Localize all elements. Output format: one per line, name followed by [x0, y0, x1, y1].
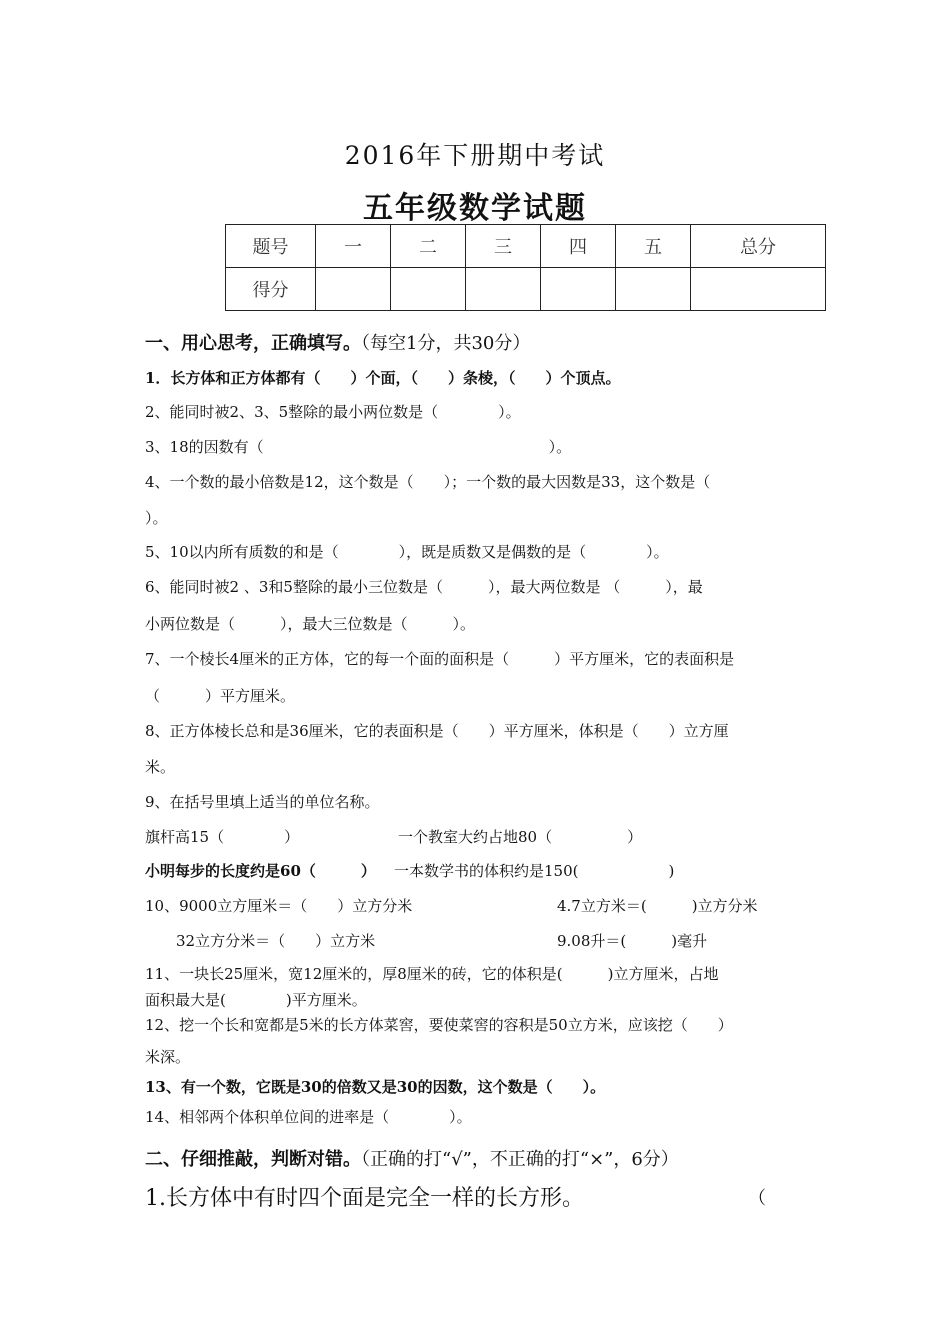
score-input-cell[interactable] — [541, 268, 616, 311]
score-input-cell[interactable] — [466, 268, 541, 311]
question-line: 旗杆高15（ ） — [145, 828, 300, 846]
exam-subtitle: 五年级数学试题 — [363, 191, 587, 226]
section1-note: （每空1分，共30分） — [361, 333, 531, 354]
question-line: 4、一个数的最小倍数是12，这个数是（ ）；一个数的最大因数是33，这个数是（ — [145, 473, 711, 491]
question-line: 米。 — [145, 758, 176, 776]
score-table — [225, 224, 826, 311]
section1-heading: 一、用心思考，正确填写。 — [145, 333, 361, 354]
table-cell: 题号 — [226, 225, 316, 268]
question-line: 1．长方体和正方体都有（ ）个面，（ ）条棱，（ ）个顶点。 — [145, 369, 621, 387]
question-line: 9.08升＝( )毫升 — [557, 932, 708, 950]
question-line: 小明每步的长度约是60（ ） — [145, 862, 376, 880]
question-line: 32立方分米＝（ ）立方米 — [176, 932, 376, 950]
section2-heading: 二、仔细推敲，判断对错。 — [145, 1149, 361, 1170]
judgement-question: 1.长方体中有时四个面是完全一样的长方形。 — [145, 1186, 584, 1211]
question-line: 9、在括号里填上适当的单位名称。 — [145, 793, 380, 811]
score-input-cell[interactable] — [616, 268, 691, 311]
table-cell: 得分 — [226, 268, 316, 311]
question-line: ）。 — [145, 509, 168, 527]
question-line: 4.7立方米＝( )立方分米 — [557, 897, 758, 915]
table-cell: 总分 — [691, 225, 826, 268]
question-line: 米深。 — [145, 1048, 191, 1066]
question-line: 10、9000立方厘米＝（ ）立方分米 — [145, 897, 413, 915]
table-cell: 一 — [316, 225, 391, 268]
question-line: 面积最大是( )平方厘米。 — [145, 991, 367, 1009]
score-table-header-row — [226, 225, 826, 268]
table-cell: 二 — [391, 225, 466, 268]
score-input-cell[interactable] — [691, 268, 826, 311]
question-line: 8、正方体棱长总和是36厘米，它的表面积是（ ）平方厘米，体积是（ ）立方厘 — [145, 722, 729, 740]
question-line: 13、有一个数，它既是30的倍数又是30的因数，这个数是（ ）。 — [145, 1078, 606, 1096]
table-cell: 四 — [541, 225, 616, 268]
section2-heading-line — [145, 1145, 679, 1171]
score-input-cell[interactable] — [316, 268, 391, 311]
score-table-score-row — [226, 268, 826, 311]
question-line: 一本数学书的体积约是150( ) — [394, 862, 675, 880]
question-line: 12、挖一个长和宽都是5米的长方体菜窖，要使菜窖的容积是50立方米，应该挖（ ） — [145, 1016, 733, 1034]
question-line: 2、能同时被2、3、5整除的最小两位数是（ ）。 — [145, 403, 521, 421]
section2-note: （正确的打“√”，不正确的打“×”，6分） — [361, 1149, 679, 1170]
question-line: （ ）平方厘米。 — [145, 687, 296, 705]
question-line: 11、一块长25厘米，宽12厘米的，厚8厘米的砖，它的体积是( )立方厘米，占地 — [145, 965, 719, 983]
question-line: 6、能同时被2 、3和5整除的最小三位数是（ ），最大两位数是 （ ），最 — [145, 578, 703, 596]
question-line: 小两位数是（ ），最大三位数是（ ）。 — [145, 615, 476, 633]
table-cell: 三 — [466, 225, 541, 268]
answer-paren: （ — [748, 1188, 766, 1209]
question-line: 一个教室大约占地80（ ） — [398, 828, 643, 846]
table-cell: 五 — [616, 225, 691, 268]
question-line: 7、一个棱长4厘米的正方体，它的每一个面的面积是（ ）平方厘米，它的表面积是 — [145, 650, 735, 668]
score-input-cell[interactable] — [391, 268, 466, 311]
question-line: 5、10以内所有质数的和是（ ），既是质数又是偶数的是（ ）。 — [145, 543, 669, 561]
exam-title: 2016年下册期中考试 — [344, 141, 606, 170]
question-line: 14、相邻两个体积单位间的进率是（ ）。 — [145, 1108, 472, 1126]
question-line: 3、18的因数有（ ）。 — [145, 438, 572, 456]
section1-heading-line — [145, 329, 530, 355]
